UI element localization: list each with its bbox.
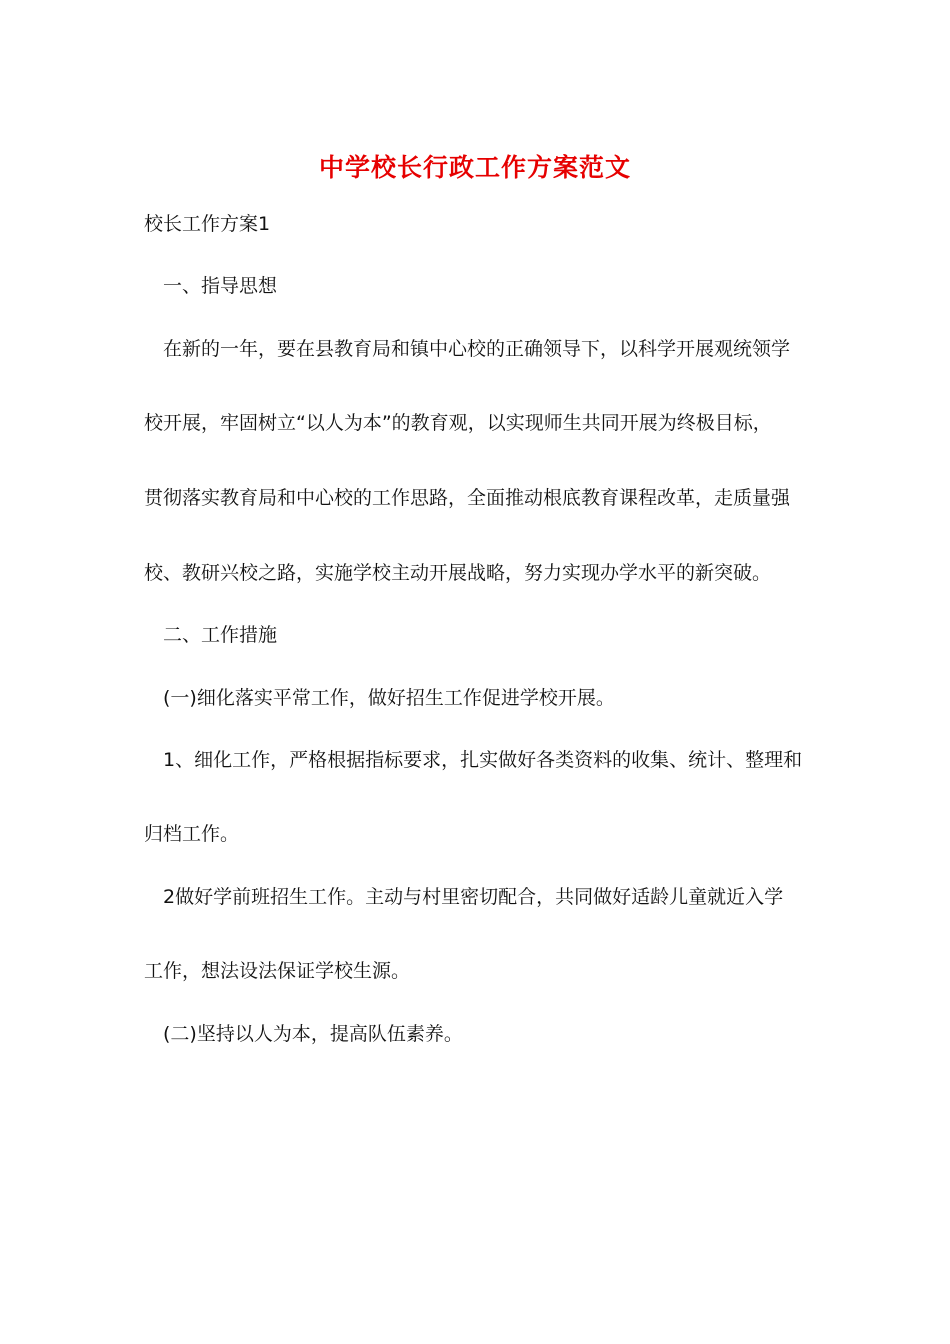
document-title: 中学校长行政工作方案范文 — [318, 153, 631, 182]
paragraph-line: 归档工作。 — [144, 823, 240, 845]
heading-work-measures: 二、工作措施 — [163, 624, 278, 646]
paragraph-line: 1、细化工作，严格根据指标要求，扎实做好各类资料的收集、统计、整理和 — [163, 749, 803, 771]
paragraph-line: 校开展，牢固树立“以人为本”的教育观，以实现师生共同开展为终极目标， — [144, 412, 772, 434]
heading-guiding-thought: 一、指导思想 — [163, 275, 278, 297]
section-heading-plan-1: 校长工作方案1 — [144, 213, 271, 235]
paragraph-line: 工作，想法设法保证学校生源。 — [144, 960, 411, 982]
paragraph-line: 2做好学前班招生工作。主动与村里密切配合，共同做好适龄儿童就近入学 — [163, 886, 784, 908]
subheading-item-2: (二)坚持以人为本，提高队伍素养。 — [163, 1023, 463, 1045]
paragraph-line: 贯彻落实教育局和中心校的工作思路，全面推动根底教育课程改革，走质量强 — [144, 487, 791, 509]
paragraph-line: 在新的一年，要在县教育局和镇中心校的正确领导下，以科学开展观统领学 — [163, 338, 791, 360]
subheading-item-1: (一)细化落实平常工作，做好招生工作促进学校开展。 — [163, 687, 615, 709]
paragraph-line: 校、教研兴校之路，实施学校主动开展战略，努力实现办学水平的新突破。 — [144, 562, 772, 584]
